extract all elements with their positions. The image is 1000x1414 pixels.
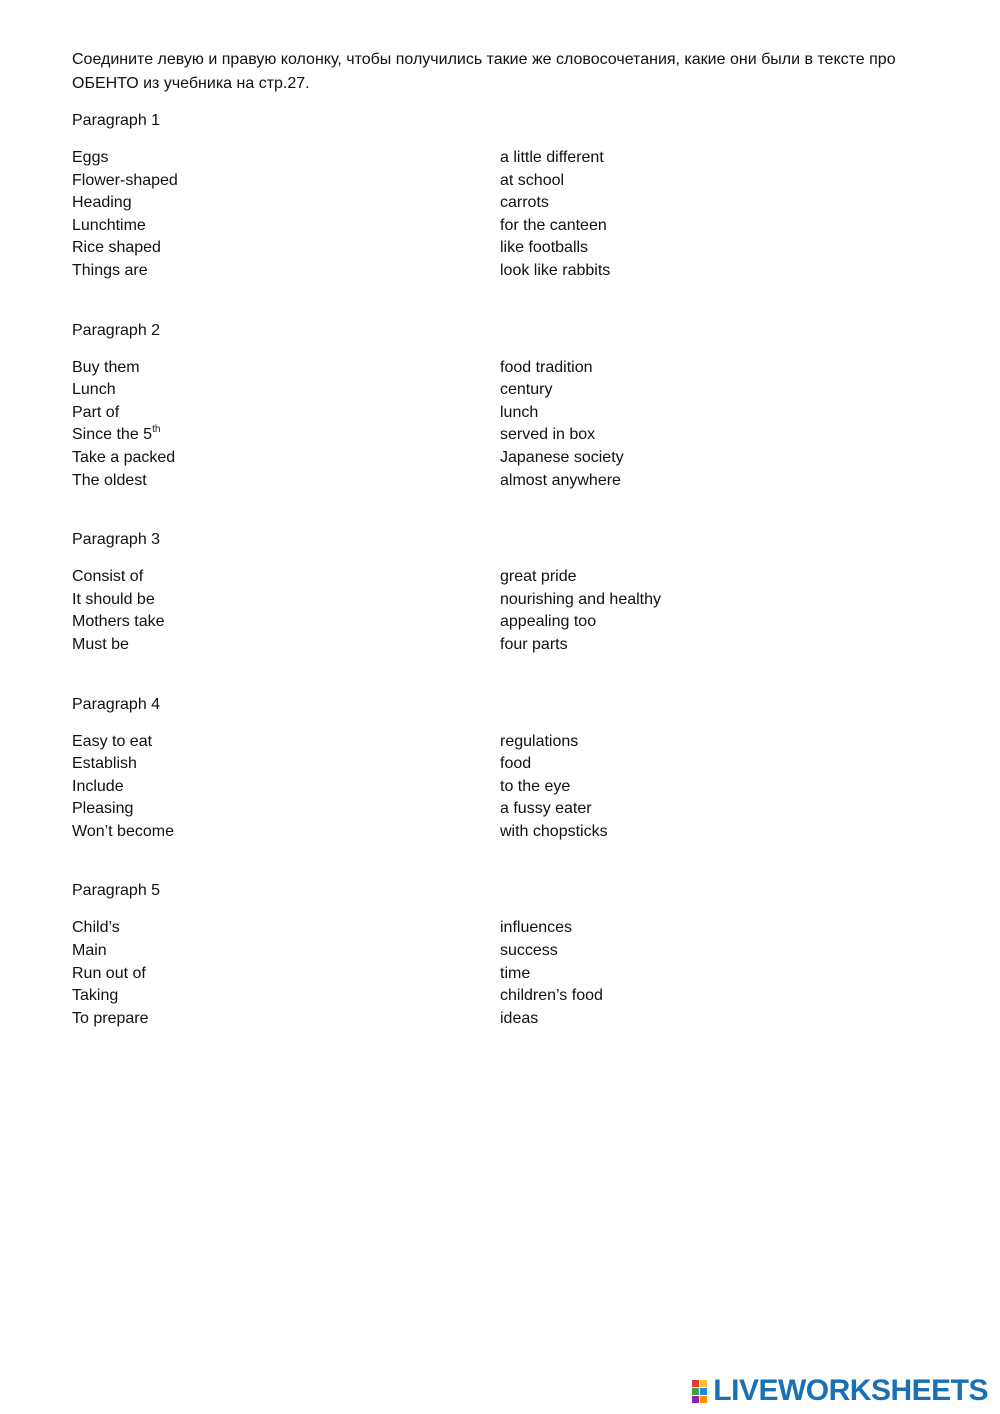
match-row bbox=[72, 192, 932, 215]
left-phrase-text: It should be bbox=[72, 590, 155, 608]
left-phrase bbox=[72, 215, 500, 238]
instructions-text: Соедините левую и правую колонку, чтобы получились такие же словосочетания, какие они были в тексте про ОБЕНТО из учебника на стр.27. bbox=[72, 51, 896, 92]
match-row bbox=[72, 170, 932, 193]
left-phrase-text: Heading bbox=[72, 194, 132, 212]
left-phrase bbox=[72, 566, 500, 589]
left-phrase bbox=[72, 821, 500, 844]
left-phrase-text: Run out of bbox=[72, 964, 146, 982]
right-phrase: almost anywhere bbox=[500, 471, 621, 489]
match-row bbox=[72, 798, 932, 821]
sections-container bbox=[72, 110, 932, 1030]
right-phrase: regulations bbox=[500, 732, 579, 750]
left-phrase-text: Lunchtime bbox=[72, 216, 146, 234]
left-phrase-text: Lunch bbox=[72, 381, 116, 399]
right-phrase: to the eye bbox=[500, 777, 571, 795]
right-phrase: nourishing and healthy bbox=[500, 590, 662, 608]
left-phrase bbox=[72, 940, 500, 963]
left-phrase bbox=[72, 917, 500, 940]
left-phrase bbox=[72, 731, 500, 754]
paragraph-section bbox=[72, 694, 932, 844]
left-phrase bbox=[72, 470, 500, 493]
right-phrase: success bbox=[500, 942, 558, 960]
left-phrase bbox=[72, 611, 500, 634]
left-phrase-text: Establish bbox=[72, 755, 137, 773]
right-phrase: great pride bbox=[500, 568, 577, 586]
worksheet bbox=[72, 48, 932, 1067]
left-phrase-text: Consist of bbox=[72, 568, 144, 586]
match-row bbox=[72, 260, 932, 283]
match-row bbox=[72, 940, 932, 963]
match-row bbox=[72, 424, 932, 447]
match-row bbox=[72, 917, 932, 940]
right-phrase: children’s food bbox=[500, 987, 603, 1005]
superscript: th bbox=[152, 424, 161, 436]
left-phrase-text: Rice shaped bbox=[72, 239, 161, 257]
right-phrase: lunch bbox=[500, 403, 539, 421]
left-phrase-text: Since the 5 bbox=[72, 426, 153, 444]
left-phrase bbox=[72, 402, 500, 425]
left-phrase bbox=[72, 1008, 500, 1031]
right-phrase: a fussy eater bbox=[500, 800, 592, 818]
match-row bbox=[72, 731, 932, 754]
right-phrase: appealing too bbox=[500, 613, 597, 631]
left-phrase bbox=[72, 357, 500, 380]
left-phrase-text: Won’t become bbox=[72, 822, 174, 840]
right-phrase: look like rabbits bbox=[500, 261, 611, 279]
left-phrase bbox=[72, 260, 500, 283]
liveworksheets-logo[interactable] bbox=[692, 1374, 988, 1408]
match-row bbox=[72, 402, 932, 425]
right-phrase: at school bbox=[500, 171, 565, 189]
match-row bbox=[72, 215, 932, 238]
right-phrase: Japanese society bbox=[500, 448, 624, 466]
left-phrase-text: Pleasing bbox=[72, 800, 134, 818]
match-row bbox=[72, 963, 932, 986]
logo-text: LIVEWORKSHEETS bbox=[713, 1374, 988, 1407]
paragraph-title: Paragraph 4 bbox=[72, 695, 161, 713]
right-phrase: for the canteen bbox=[500, 216, 607, 234]
left-phrase bbox=[72, 424, 500, 447]
match-row bbox=[72, 237, 932, 260]
left-phrase bbox=[72, 589, 500, 612]
left-phrase bbox=[72, 963, 500, 986]
match-row bbox=[72, 589, 932, 612]
left-phrase-text: Child’s bbox=[72, 919, 120, 937]
match-row bbox=[72, 470, 932, 493]
match-row bbox=[72, 634, 932, 657]
paragraph-title: Paragraph 3 bbox=[72, 531, 161, 549]
match-row bbox=[72, 357, 932, 380]
left-phrase bbox=[72, 447, 500, 470]
left-phrase bbox=[72, 776, 500, 799]
right-phrase: four parts bbox=[500, 635, 568, 653]
right-phrase: like footballs bbox=[500, 239, 589, 257]
left-phrase-text: Eggs bbox=[72, 149, 109, 166]
right-phrase: food bbox=[500, 755, 532, 773]
paragraph-title: Paragraph 2 bbox=[72, 321, 161, 339]
right-phrase: carrots bbox=[500, 194, 549, 212]
match-row bbox=[72, 985, 932, 1008]
right-phrase: served in box bbox=[500, 426, 596, 444]
match-row bbox=[72, 447, 932, 470]
right-phrase: food tradition bbox=[500, 358, 593, 376]
left-phrase bbox=[72, 147, 500, 170]
paragraph-section bbox=[72, 529, 932, 656]
match-row bbox=[72, 379, 932, 402]
left-phrase bbox=[72, 985, 500, 1008]
left-phrase-text: Main bbox=[72, 942, 107, 960]
left-phrase-text: Easy to eat bbox=[72, 732, 153, 750]
left-phrase bbox=[72, 379, 500, 402]
left-phrase-text: The oldest bbox=[72, 471, 147, 489]
left-phrase-text: To prepare bbox=[72, 1009, 149, 1027]
left-phrase bbox=[72, 798, 500, 821]
right-phrase: century bbox=[500, 381, 553, 399]
match-row bbox=[72, 147, 932, 170]
paragraph-section bbox=[72, 880, 932, 1030]
right-phrase: with chopsticks bbox=[500, 822, 608, 840]
left-phrase-text: Must be bbox=[72, 635, 129, 653]
paragraph-section bbox=[72, 320, 932, 493]
match-row bbox=[72, 821, 932, 844]
left-phrase-text: Buy them bbox=[72, 358, 140, 376]
paragraph-title: Paragraph 1 bbox=[72, 112, 161, 129]
left-phrase-text: Take a packed bbox=[72, 448, 176, 466]
match-row bbox=[72, 753, 932, 776]
right-phrase: influences bbox=[500, 919, 573, 937]
left-phrase-text: Part of bbox=[72, 403, 120, 421]
match-row bbox=[72, 566, 932, 589]
match-row bbox=[72, 1008, 932, 1031]
paragraph-section bbox=[72, 110, 932, 283]
match-row bbox=[72, 611, 932, 634]
right-phrase: a little different bbox=[500, 149, 604, 166]
left-phrase bbox=[72, 170, 500, 193]
left-phrase bbox=[72, 634, 500, 657]
liveworksheets-logo-icon bbox=[692, 1380, 707, 1403]
left-phrase bbox=[72, 237, 500, 260]
left-phrase bbox=[72, 753, 500, 776]
left-phrase-text: Things are bbox=[72, 261, 148, 279]
left-phrase bbox=[72, 192, 500, 215]
left-phrase-text: Mothers take bbox=[72, 613, 165, 631]
paragraph-title: Paragraph 5 bbox=[72, 882, 161, 900]
left-phrase-text: Taking bbox=[72, 987, 119, 1005]
match-row bbox=[72, 776, 932, 799]
left-phrase-text: Flower-shaped bbox=[72, 171, 178, 189]
right-phrase: ideas bbox=[500, 1009, 539, 1027]
left-phrase-text: Include bbox=[72, 777, 124, 795]
right-phrase: time bbox=[500, 964, 531, 982]
